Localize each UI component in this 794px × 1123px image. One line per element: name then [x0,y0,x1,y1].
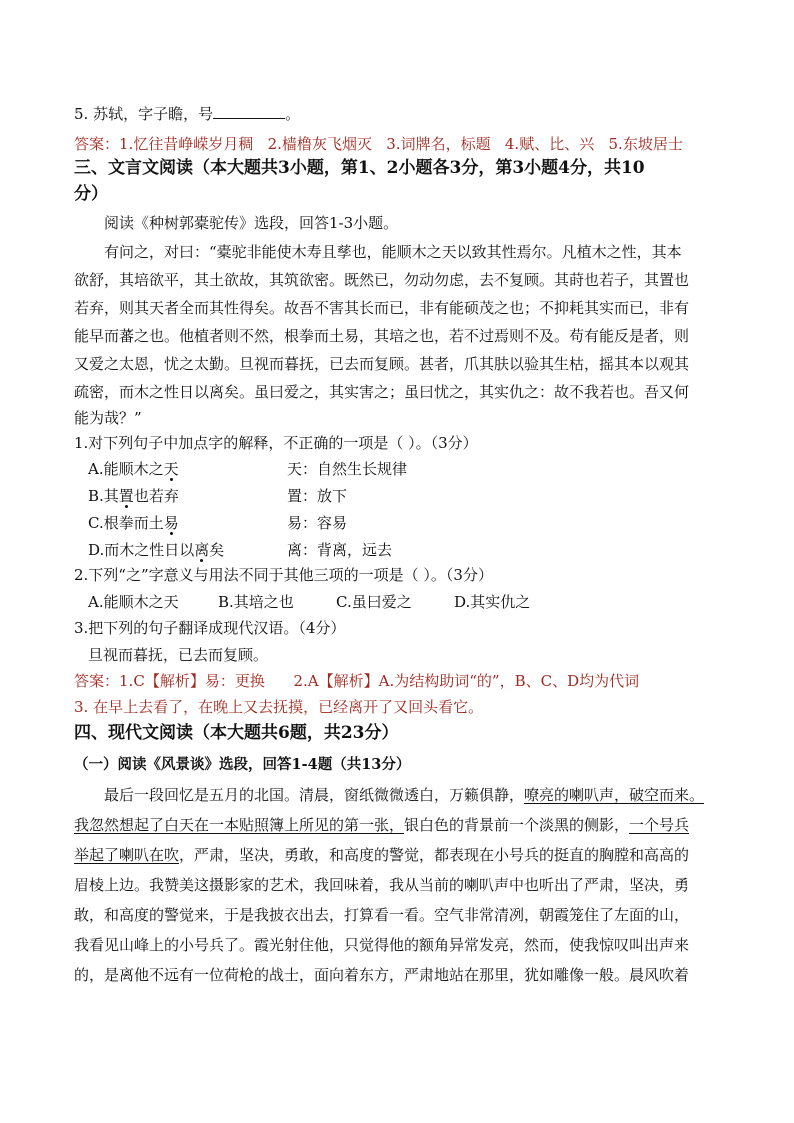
section-4-sub-heading: （一）阅读《风景谈》选段，回答1-4题（共13分） [74,756,411,773]
passage-line: 疏密，而木之性日以离矣。虽曰爱之，其实害之；虽曰忧之，其实仇之：故不我若也。吾又何 [74,383,690,401]
answer-2-num: 2.A [293,672,319,690]
passage-line: 能为哉？” [74,409,142,427]
option-text: C.根拳而土 [88,514,164,532]
option-text: B.其 [88,487,119,505]
passage-text: 最后一段回忆是五月的北国。清晨，窗纸微微透白，万籁俱静， [104,786,525,804]
question-5 [74,104,300,124]
option-b[interactable] [88,486,179,506]
option-text: 矣 [209,541,225,559]
q2-option-a[interactable]: A.能顺木之天 [88,593,179,611]
answer-3: 3. 在早上去看了，在晚上又去抚摸，已经离开了又回头看它。 [74,698,484,716]
option-text: D.而木之性日以 [88,541,195,559]
answer-1-num: 1.C [119,672,145,690]
passage-line: 若弃，则其天者全而其性得矣。故吾不害其长而已，非有能硕茂之也；不抑耗其实而已，非有 [74,299,690,317]
passage-text: ，严肃，坚决，勇敢，和高度的警觉，都表现在小号兵的挺直的胸膛和高高的 [179,846,690,864]
dotted-char: 置 [118,487,134,505]
analysis-tag: 【解析】 [144,672,205,690]
question-1-stem: 1.对下列句子中加点字的解释，不正确的一项是（ ）。（3分） [74,434,478,452]
passage-line: 又爱之太恩，忧之太勤。旦视而暮抚，已去而复顾。甚者，爪其肤以验其生枯，摇其本以观其 [74,355,690,373]
option-c[interactable] [88,513,179,533]
answer-item: 5.东坡居士 [608,135,683,153]
answer-item: 3.词牌名，标题 [386,135,491,153]
option-text: 也若弃 [133,487,179,505]
question-3-sentence: 旦视而暮抚，已去而复顾。 [88,646,269,664]
question-5-text: 5. 苏轼，字子瞻，号 [74,105,214,123]
option-text: A.能顺木之 [88,460,164,478]
answer-line-classical [74,671,639,691]
option-a[interactable] [88,459,179,479]
answer-prefix: 答案： [74,135,120,153]
underlined-text: 一个号兵 [629,816,690,834]
answer-item: 4.赋、比、兴 [504,135,595,153]
option-a-explanation: 天：自然生长规律 [287,460,408,478]
option-d-explanation: 离：背离，远去 [287,541,393,559]
section-4-heading: 四、现代文阅读（本大题共6题，共23分） [74,723,399,743]
passage-line: 我看见山峰上的小号兵了。霞光射住他，只觉得他的额角异常发亮，然而，使我惊叹叫出声来 [74,936,690,954]
answer-1-text: 易：更换 [204,672,265,690]
passage-line: 敢，和高度的警觉来，于是我披衣出去，打算看一看。空气非常清冽，朝霞笼住了左面的山， [74,906,690,924]
option-d[interactable] [88,540,224,560]
question-3-stem: 3.把下列的句子翻译成现代汉语。（4分） [74,619,346,637]
passage-line: 欲舒，其培欲平，其土欲故，其筑欲密。既然已，勿动勿虑，去不复顾。其莳也若子，其置也 [74,271,690,289]
passage-line: 有问之，对曰：“橐驼非能使木寿且孳也，能顺木之天以致其性焉尔。凡植木之性，其本 [104,243,682,261]
passage-line: 能早而蕃之也。他植者则不然，根拳而土易，其培之也，若不过焉则不及。苟有能反是者，则 [74,327,690,345]
passage-line: 的，是离他不远有一位荷枪的战士，面向着东方，严肃地站在那里，犹如雕像一般。晨风吹着 [74,966,690,984]
q2-option-d[interactable]: D.其实仇之 [454,593,531,611]
answer-blank[interactable] [213,104,285,119]
underlined-text: 举起了喇叭在吹 [74,846,180,864]
answer-prefix: 答案： [74,672,120,690]
passage-line [74,845,689,865]
analysis-tag: 【解析】 [318,672,379,690]
answer-item: 1.忆往昔峥嵘岁月稠 [119,135,254,153]
dotted-char: 易 [163,514,179,532]
passage-text: 银白色的背景前一个淡黑的侧影， [404,816,630,834]
option-b-explanation: 置：放下 [287,487,348,505]
answer-line-poetry [74,134,683,154]
question-5-end: 。 [285,105,301,123]
passage-line: 眉棱上边。我赞美这摄影家的艺术，我回味着，我从当前的喇叭声中也听出了严肃，坚决，勇 [74,876,690,894]
underlined-text: 嘹亮的喇叭声，破空而来。 [524,786,705,804]
answer-item: 2.樯橹灰飞烟灭 [267,135,372,153]
section-3-heading-cont: 分） [74,184,108,204]
passage-line [74,815,689,835]
dotted-char: 离 [194,541,210,559]
dotted-char: 天 [163,460,179,478]
section-3-intro: 阅读《种树郭橐驼传》选段，回答1-3小题。 [104,214,399,232]
underlined-text: 我忽然想起了白天在一本贴照簿上所见的第一张， [74,816,405,834]
question-2-stem: 2.下列“之”字意义与用法不同于其他三项的一项是（ ）。（3分） [74,566,493,584]
section-3-heading: 三、文言文阅读（本大题共3小题，第1、2小题各3分，第3小题4分，共10 [74,158,645,178]
answer-2-text: A.为结构助词“的”，B、C、D均为代词 [378,672,640,690]
passage-line [104,785,704,805]
q2-option-c[interactable]: C.虽曰爱之 [336,593,412,611]
option-c-explanation: 易：容易 [287,514,348,532]
q2-option-b[interactable]: B.其培之也 [218,593,294,611]
